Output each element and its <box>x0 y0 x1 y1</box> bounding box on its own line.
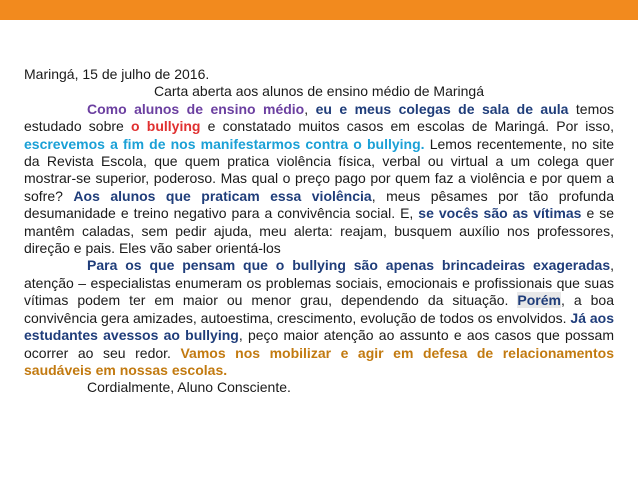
p1-span-6: e constatado muitos casos em escolas de Maringá. Por isso, <box>207 118 615 135</box>
p2-span-7: Vamos nos mobilizar e agir em defesa de relacionamentos saudáveis em nossas escolas. <box>24 344 614 378</box>
p1-span-11: se vocês são as vítimas <box>418 205 582 222</box>
date-line: Maringá, 15 de julho de 2016. <box>24 66 210 82</box>
p2-span-4: , a boa convivência gera amizades, autoestima, crescimento, evolução de todos os envolvidos. <box>24 292 615 326</box>
header-accent-bar <box>0 0 638 20</box>
p1-span-1: Como alunos de ensino médio <box>87 100 305 117</box>
p1-span-12: e se mantêm caladas, sem pedir ajuda, meu alerta: reajam, busquem auxílio nos professores, direção e pais. Eles vão saber orientá-los <box>24 205 614 257</box>
open-letter <box>24 66 614 397</box>
recipient-line: Carta aberta aos alunos de ensino médio de Maringá <box>154 83 484 100</box>
p1-span-9: Aos alunos que praticam essa violência <box>73 187 372 204</box>
p2-span-6: , peço maior atenção ao assunto e aos casos que possam ocorrer ao seu redor. <box>24 327 615 361</box>
p1-span-7: escrevemos a fim de nos manifestarmos contra o bullying. <box>24 135 425 152</box>
p2-span-2: , atenção – especialistas enumeram os problemas sociais, emocionais e profissionais que suas vítimas podem ter em maior ou menor grau, dependendo da situação. <box>24 257 614 309</box>
paragraph-1 <box>24 101 614 258</box>
p2-span-5: Já aos estudantes avessos ao bullying <box>24 309 615 344</box>
p2-span-1: Para os que pensam que o bullying são apenas brincadeiras exageradas <box>87 257 611 274</box>
p2-span-3: Porém <box>517 292 561 309</box>
p1-span-2: , <box>304 100 309 117</box>
p1-span-4: temos estudado sobre <box>24 100 615 135</box>
p1-span-5: o bullying <box>131 118 201 135</box>
p1-span-8: Lemos recentemente, no site da Revista Escola, que quem pratica violência física, verbal ou virtual a um colega quer mostrar-se superior, poderoso. Mas qual o preço pago por quem faz a violência e por quem a sofre? <box>24 135 614 204</box>
paragraph-2 <box>24 257 614 379</box>
p1-span-3: eu e meus colegas de sala de aula <box>315 100 569 117</box>
p1-span-10: , meus pêsames por tão profunda desumanidade e treino negativo para a convivência social. E, <box>24 187 615 222</box>
closing-line: Cordialmente, Aluno Consciente. <box>87 379 291 396</box>
